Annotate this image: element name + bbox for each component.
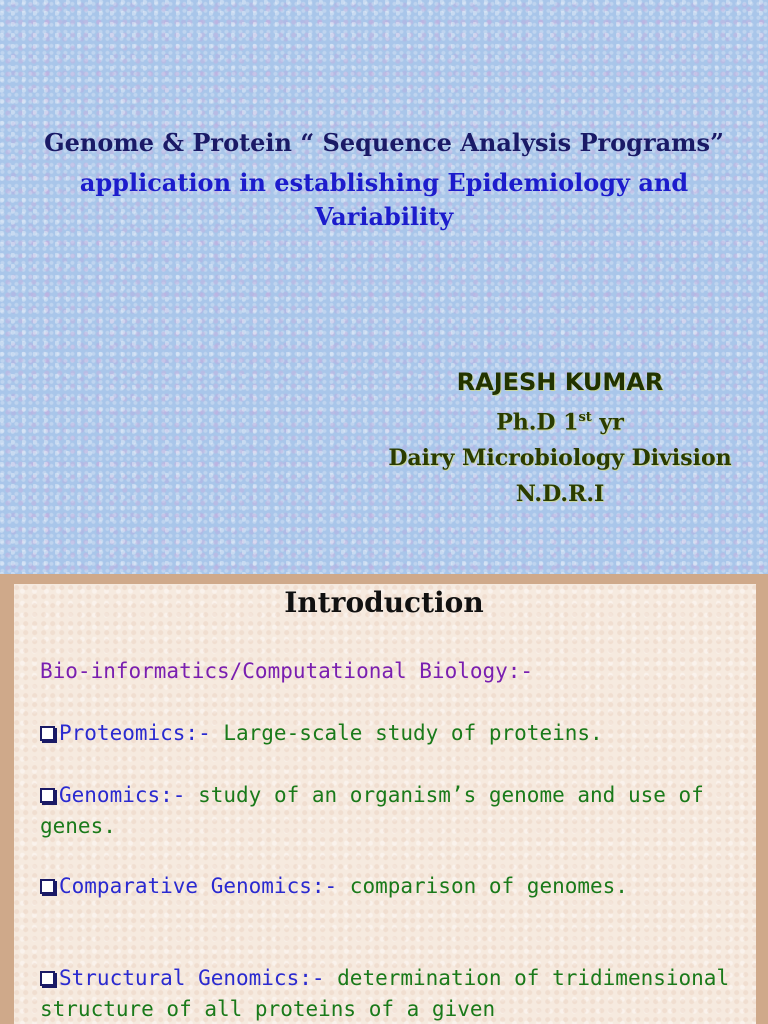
hollow-square-bullet-icon bbox=[40, 788, 55, 803]
bullet-text: determination of tridimensional structure of all proteins of a given bbox=[40, 966, 730, 1021]
bullet-item-structural-genomics bbox=[40, 963, 740, 1024]
author-institute: N.D.R.I bbox=[515, 481, 605, 508]
bullet-term: Proteomics:- bbox=[59, 721, 211, 745]
bullet-text: study of an organism’s genome and use of genes. bbox=[40, 783, 704, 838]
bullet-item-comparative-genomics bbox=[40, 871, 740, 902]
bullet-text: comparison of genomes. bbox=[337, 874, 628, 898]
intro-line: Bio-informatics/Computational Biology:- bbox=[40, 659, 534, 683]
slide-title-line-1: Genome & Protein “ Sequence Analysis Programs” bbox=[44, 128, 724, 157]
hollow-square-bullet-icon bbox=[40, 726, 55, 741]
author-degree-sup: st bbox=[578, 410, 592, 425]
slide-title-line-2: application in establishing Epidemiology and Variability bbox=[79, 168, 689, 231]
bullet-text: Large-scale study of proteins. bbox=[210, 721, 603, 745]
bullet-term: Genomics:- bbox=[59, 783, 186, 807]
bullet-term: Structural Genomics:- bbox=[59, 966, 325, 990]
author-degree bbox=[370, 402, 750, 438]
introduction-heading: Introduction bbox=[284, 586, 484, 619]
author-name: RAJESH KUMAR bbox=[456, 368, 664, 396]
author-degree-suffix: yr bbox=[591, 409, 624, 436]
hollow-square-bullet-icon bbox=[40, 879, 55, 894]
author-division: Dairy Microbiology Division bbox=[388, 445, 732, 472]
author-degree-text: Ph.D 1 bbox=[496, 409, 579, 436]
bullet-item-proteomics bbox=[40, 718, 740, 749]
hollow-square-bullet-icon bbox=[40, 971, 55, 986]
bullet-term: Comparative Genomics:- bbox=[59, 874, 338, 898]
bullet-item-genomics bbox=[40, 780, 740, 842]
author-block bbox=[370, 368, 750, 514]
